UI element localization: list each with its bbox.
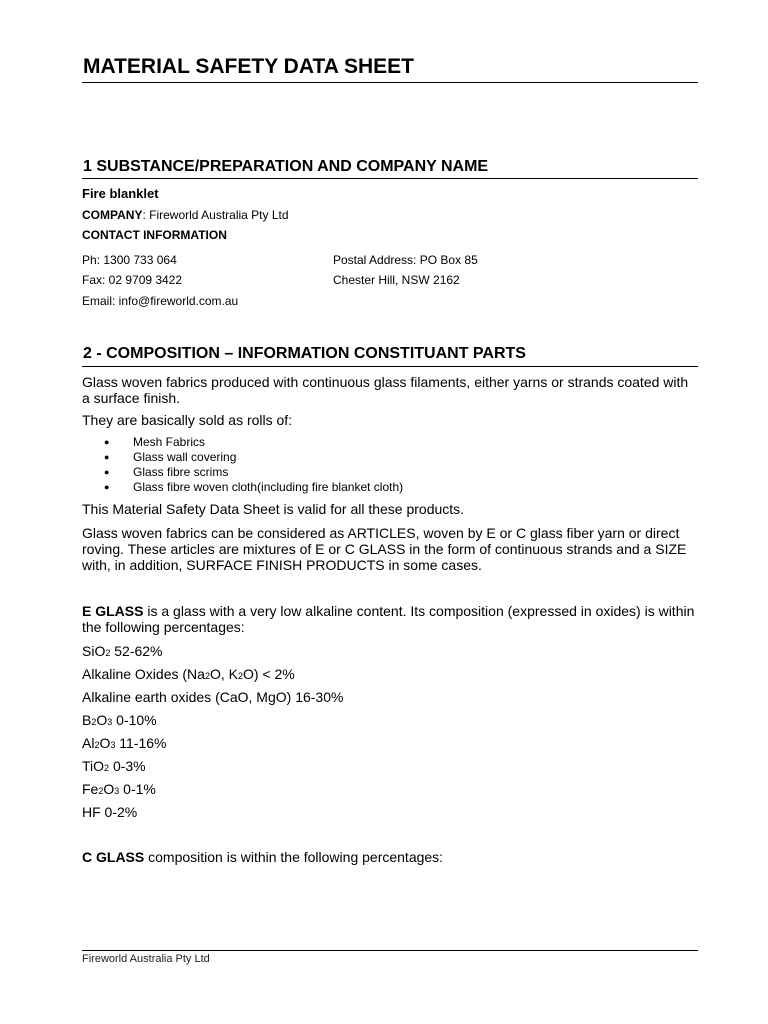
section-1-rule [82, 178, 698, 179]
postal-address: Postal Address: PO Box 85 [333, 253, 478, 267]
paragraph-rolls: They are basically sold as rolls of: [82, 412, 293, 428]
fax: Fax: 02 9709 3422 [82, 273, 183, 287]
paragraph-c-glass: C GLASS composition is within the following percentages: [82, 849, 444, 865]
section-2-rule [82, 366, 698, 367]
composition-alkaline-oxides: Alkaline Oxides (Na2O, K2O) < 2% [82, 666, 295, 682]
section-2-heading: 2 - COMPOSITION – INFORMATION CONSTITUANT PARTS [83, 345, 526, 362]
paragraph-validity: This Material Safety Data Sheet is valid for all these products. [82, 501, 465, 517]
composition-b2o3: B2O3 0-10% [82, 712, 157, 728]
list-item: ● Glass wall covering [104, 450, 237, 464]
section-1-heading: 1 SUBSTANCE/PREPARATION AND COMPANY NAME [83, 158, 489, 175]
phone: Ph: 1300 733 064 [82, 253, 177, 267]
bullet-icon: ● [104, 452, 110, 462]
composition-hf: HF 0-2% [82, 804, 138, 820]
postal-suburb: Chester Hill, NSW 2162 [333, 273, 460, 287]
company-value: : Fireworld Australia Pty Ltd [142, 208, 289, 222]
company-line [82, 208, 289, 223]
composition-tio2: TiO2 0-3% [82, 758, 146, 774]
title-rule [82, 82, 698, 83]
paragraph-e-glass: E GLASS is a glass with a very low alkaline content. Its composition (expressed in oxides) is within the following percentages: [82, 603, 695, 635]
list-item: ● Glass fibre scrims [104, 465, 229, 479]
composition-al2o3: Al2O3 11-16% [82, 735, 167, 751]
bullet-icon: ● [104, 437, 110, 447]
document-title: MATERIAL SAFETY DATA SHEET [83, 55, 414, 78]
paragraph-articles: Glass woven fabrics can be considered as ARTICLES, woven by E or C glass fiber yarn or direct roving. These articles are mixtures of E or C GLASS in the form of continuous strands and a SIZE with, in addition, SURFACE FINISH PRODUCTS in some cases. [82, 525, 687, 573]
bullet-icon: ● [104, 467, 110, 477]
list-item: ● Mesh Fabrics [104, 435, 206, 449]
composition-alkaline-earth: Alkaline earth oxides (CaO, MgO) 16-30% [82, 689, 344, 705]
contact-heading: CONTACT INFORMATION [82, 228, 227, 242]
email: Email: info@fireworld.com.au [82, 294, 239, 308]
paragraph-glass-fabrics: Glass woven fabrics produced with continuous glass filaments, either yarns or strands coated with a surface finish. [82, 374, 689, 406]
company-label: COMPANY [82, 208, 143, 222]
e-glass-label: E GLASS [82, 603, 144, 619]
composition-fe2o3: Fe2O3 0-1% [82, 781, 156, 797]
c-glass-label: C GLASS [82, 849, 145, 865]
composition-sio2: SiO2 52-62% [82, 643, 163, 659]
footer-company: Fireworld Australia Pty Ltd [82, 953, 210, 965]
list-item: ● Glass fibre woven cloth(including fire blanket cloth) [104, 480, 404, 494]
footer-rule [82, 950, 698, 951]
product-name: Fire blanklet [82, 186, 159, 201]
bullet-icon: ● [104, 482, 110, 492]
